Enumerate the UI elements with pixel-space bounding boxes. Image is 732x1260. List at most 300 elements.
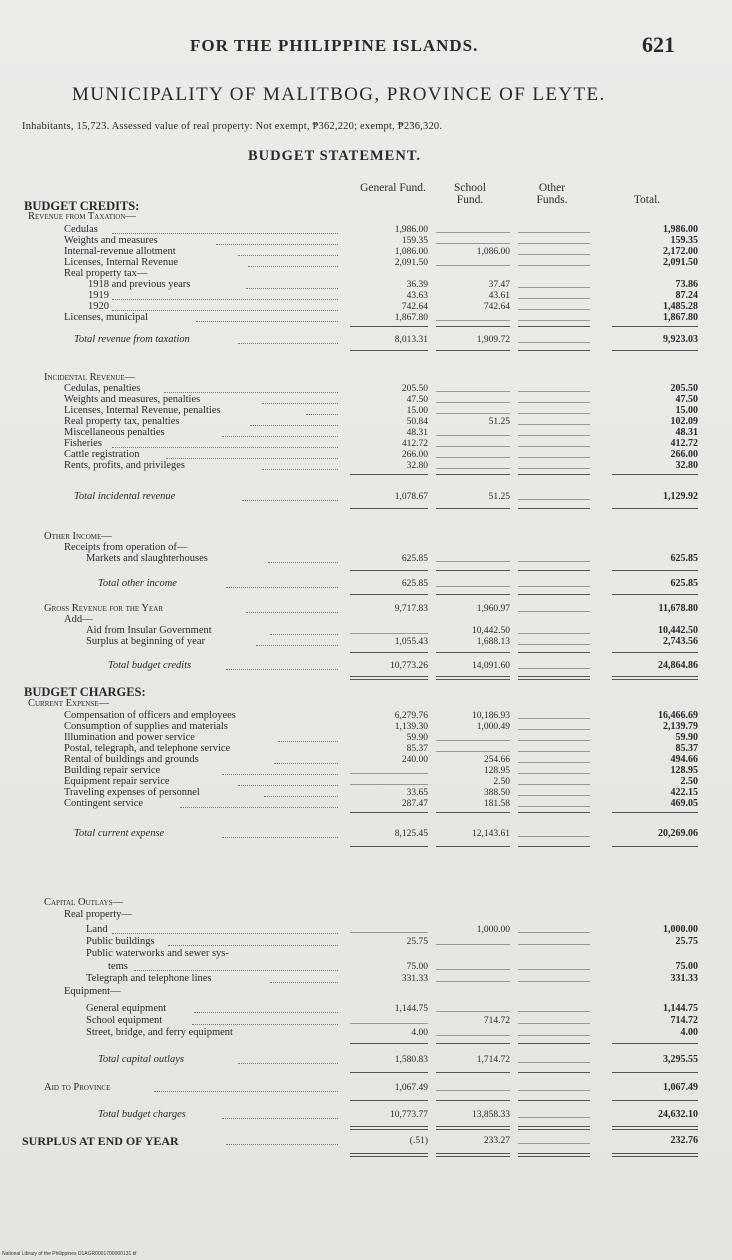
table-row [0,924,732,936]
leader-line [518,944,590,945]
row-label: Telegraph and telephone lines [86,973,212,984]
leader-line [436,1126,510,1127]
leader-line [222,774,338,775]
col-total: Total. [633,194,661,206]
amount-cell: 6,279.76 [394,711,428,721]
amount-cell: 388.50 [483,788,510,798]
amount-cell: 24,632.10 [658,1109,698,1120]
row-label: Total budget credits [108,660,192,671]
leader-line [436,676,510,677]
amount-cell: 287.47 [401,799,428,809]
leader-line [226,669,338,670]
leader-line [612,474,698,475]
leader-line [518,435,590,436]
leader-line [612,676,698,677]
table-row [0,1027,732,1039]
row-label: Licenses, municipal [64,312,148,323]
leader-line [222,436,338,437]
leader-line [518,474,590,475]
amount-cell: 37.47 [488,280,510,290]
leader-line [612,350,698,351]
row-label: School equipment [86,1015,163,1026]
col-school-fund: School Fund. [454,182,486,206]
table-row [0,909,732,921]
page-number: 621 [642,32,675,57]
amount-cell: 32.80 [675,460,698,471]
leader-line [518,570,590,571]
amount-cell: 14,091.60 [472,661,510,671]
table-row [0,553,732,565]
total-row [0,828,732,840]
leader-line [518,1072,590,1073]
leader-line [518,298,590,299]
leader-line [518,740,590,741]
row-label: Land [86,924,108,935]
total-row [0,1054,732,1066]
leader-line [518,391,590,392]
leader-line [518,320,590,321]
amount-cell: 1,688.13 [476,637,510,647]
leader-line [222,837,338,838]
row-label: tems [108,961,128,972]
leader-line [436,561,510,562]
leader-line [436,402,510,403]
leader-line [238,1063,338,1064]
leader-line [518,644,590,645]
col-general-fund: General Fund. [360,182,426,194]
leader-line [350,676,428,677]
row-label: Licenses, Internal Revenue, penalties [64,405,221,416]
leader-line [154,1091,338,1092]
leader-line [246,612,338,613]
leader-line [436,1043,510,1044]
amount-cell: 1,129.92 [663,491,698,502]
amount-cell: 1,086.00 [476,247,510,257]
budget-charges-heading [0,686,732,698]
leader-line [436,812,510,813]
leader-line [194,1012,338,1013]
total-row [0,334,732,346]
amount-cell: 87.24 [675,290,698,301]
leader-line [436,265,510,266]
leader-line [274,763,338,764]
leader-line [256,645,338,646]
section-heading [0,698,732,710]
leader-line [612,570,698,571]
row-label: Incidental Revenue— [44,372,136,383]
leader-line [250,425,338,426]
amount-cell: 51.25 [488,417,510,427]
amount-cell: 48.31 [675,427,698,438]
amount-cell: 11,678.80 [658,603,698,614]
table-row [0,986,732,998]
leader-line [350,784,428,785]
amount-cell: (.51) [409,1136,428,1146]
section-heading [0,211,732,223]
amount-cell: 10,442.50 [472,626,510,636]
total-row [0,1109,732,1121]
leader-line [518,1035,590,1036]
total-row [0,578,732,590]
amount-cell: 51.25 [488,492,510,502]
leader-line [518,309,590,310]
row-label: Consumption of supplies and materials [64,721,228,732]
section-heading [0,897,732,909]
amount-cell: 2.50 [680,776,698,787]
budget-statement-title: BUDGET STATEMENT. [248,148,422,164]
row-label: Total other income [98,578,177,589]
leader-line [436,1129,510,1130]
leader-line [436,243,510,244]
leader-line [518,1153,590,1154]
amount-cell: 128.95 [483,766,510,776]
leader-line [518,561,590,562]
amount-cell: 59.90 [406,733,428,743]
leader-line [518,254,590,255]
leader-line [350,350,428,351]
leader-line [518,784,590,785]
leader-line [436,594,510,595]
leader-line [436,326,510,327]
amount-cell: 1,000.49 [476,722,510,732]
amount-cell: 412.72 [670,438,698,449]
amount-cell: 4.00 [680,1027,698,1038]
leader-line [612,846,698,847]
row-label: Rental of buildings and grounds [64,754,199,765]
amount-cell: 1,867.80 [663,312,698,323]
amount-cell: 1,144.75 [394,1004,428,1014]
row-label: Weights and measures [64,235,158,246]
leader-line [350,1023,428,1024]
scan-footer: National Library of the Philippines D1AGR0001700000131.tif [2,1251,137,1257]
leader-line [242,500,338,501]
amount-cell: 1,067.49 [394,1083,428,1093]
leader-line [350,846,428,847]
amount-cell: 2,743.56 [663,636,698,647]
amount-cell: 1,144.75 [663,1003,698,1014]
amount-cell: 75.00 [406,962,428,972]
amount-cell: 742.64 [401,302,428,312]
leader-line [350,508,428,509]
leader-line [436,350,510,351]
amount-cell: 2,139.79 [663,721,698,732]
leader-line [612,326,698,327]
leader-line [350,326,428,327]
leader-line [436,679,510,680]
leader-line [238,343,338,344]
amount-cell: 32.80 [406,461,428,471]
amount-cell: 412.72 [401,439,428,449]
row-label: Real property tax, penalties [64,416,180,427]
amount-cell: 1,000.00 [476,925,510,935]
leader-line [222,1118,338,1119]
amount-cell: 4.00 [411,1028,428,1038]
leader-line [518,424,590,425]
row-label: Fisheries [64,438,102,449]
leader-line [270,982,338,983]
leader-line [518,265,590,266]
leader-line [436,474,510,475]
amount-cell: 75.00 [675,961,698,972]
leader-line [518,762,590,763]
amount-cell: 48.31 [406,428,428,438]
amount-cell: 742.64 [483,302,510,312]
amount-cell: 266.00 [670,449,698,460]
row-label: Public buildings [86,936,155,947]
running-title: FOR THE PHILIPPINE ISLANDS. [190,36,479,55]
leader-line [436,457,510,458]
amount-cell: 625.85 [670,553,698,564]
leader-line [518,633,590,634]
table-row [0,636,732,648]
leader-line [350,570,428,571]
amount-cell: 232.76 [670,1135,698,1146]
amount-cell: 15.00 [675,405,698,416]
leader-line [262,403,338,404]
leader-line [166,458,338,459]
leader-line [216,244,338,245]
leader-line [518,729,590,730]
leader-line [518,836,590,837]
leader-line [518,457,590,458]
amount-cell: 1,986.00 [663,224,698,235]
leader-line [264,796,338,797]
amount-cell: 10,442.50 [658,625,698,636]
row-label: 1919 [88,290,109,301]
row-label: Licenses, Internal Revenue [64,257,178,268]
leader-line [350,652,428,653]
leader-line [436,320,510,321]
leader-line [518,795,590,796]
amount-cell: 205.50 [670,383,698,394]
amount-cell: 2,172.00 [663,246,698,257]
leader-line [518,812,590,813]
row-label: Cattle registration [64,449,140,460]
leader-line [436,468,510,469]
leader-line [112,299,338,300]
row-label: Building repair service [64,765,161,776]
row-label: Internal-revenue allotment [64,246,176,257]
leader-line [436,1100,510,1101]
total-row [0,660,732,672]
table-row [0,961,732,973]
leader-line [112,233,338,234]
amount-cell: 1,714.72 [476,1055,510,1065]
leader-line [246,288,338,289]
amount-cell: 1,139.30 [394,722,428,732]
leader-line [436,586,510,587]
leader-line [436,446,510,447]
amount-cell: 33.65 [406,788,428,798]
leader-line [518,1143,590,1144]
leader-line [518,1129,590,1130]
leader-line [518,413,590,414]
leader-line [518,1156,590,1157]
leader-line [518,718,590,719]
leader-line [518,402,590,403]
leader-line [518,1117,590,1118]
row-label: BUDGET CHARGES: [24,685,146,699]
leader-line [518,846,590,847]
amount-cell: 20,269.06 [658,828,698,839]
leader-line [518,342,590,343]
row-label: Rents, profits, and privileges [64,460,186,471]
leader-line [612,1156,698,1157]
leader-line [262,469,338,470]
leader-line [436,652,510,653]
leader-line [350,773,428,774]
amount-cell: 8,125.45 [394,829,428,839]
row-label: BUDGET CREDITS: [24,199,140,213]
row-label: Surplus at beginning of year [86,636,205,647]
row-label: Current Expense— [28,698,109,709]
leader-line [350,594,428,595]
leader-line [196,321,338,322]
amount-cell: 625.85 [401,579,428,589]
leader-line [518,679,590,680]
table-row [0,973,732,985]
amount-cell: 1,086.00 [394,247,428,257]
amount-cell: 1,960.97 [476,604,510,614]
amount-cell: 494.66 [670,754,698,765]
leader-line [612,679,698,680]
leader-line [168,945,338,946]
row-label: Other Income— [44,531,112,542]
leader-line [350,1156,428,1157]
amount-cell: 9,923.03 [663,334,698,345]
leader-line [518,350,590,351]
amount-cell: 85.37 [406,744,428,754]
row-label: Gross Revenue for the Year [44,603,164,614]
leader-line [436,1156,510,1157]
leader-line [238,255,338,256]
amount-cell: 159.35 [401,236,428,246]
row-label: General equipment [86,1003,167,1014]
amount-cell: 10,186.93 [472,711,510,721]
leader-line [518,668,590,669]
leader-line [518,1090,590,1091]
leader-line [518,446,590,447]
row-label: Aid to Province [44,1082,111,1093]
amount-cell: 714.72 [483,1016,510,1026]
leader-line [436,1153,510,1154]
leader-line [350,1100,428,1101]
row-label: 1920 [88,301,109,312]
amount-cell: 85.37 [675,743,698,754]
leader-line [518,751,590,752]
amount-cell: 102.09 [670,416,698,427]
amount-cell: 2,091.50 [663,257,698,268]
leader-line [518,1023,590,1024]
leader-line [248,266,338,267]
row-label: Total capital outlays [98,1054,184,1065]
amount-cell: 240.00 [401,755,428,765]
amount-cell: 128.95 [670,765,698,776]
amount-cell: 159.35 [670,235,698,246]
leader-line [350,1129,428,1130]
leader-line [436,846,510,847]
leader-line [436,508,510,509]
amount-cell: 254.66 [483,755,510,765]
leader-line [518,1043,590,1044]
amount-cell: 2.50 [493,777,510,787]
amount-cell: 1,580.83 [394,1055,428,1065]
leader-line [192,1024,338,1025]
leader-line [238,785,338,786]
row-label: Total revenue from taxation [74,334,190,345]
leader-line [436,1035,510,1036]
row-label: Public waterworks and sewer sys- [86,948,229,959]
row-label: Equipment repair service [64,776,170,787]
amount-cell: 8,013.31 [394,335,428,345]
amount-cell: 15.00 [406,406,428,416]
leader-line [518,1126,590,1127]
row-label: Miscellaneous penalties [64,427,165,438]
leader-line [612,1072,698,1073]
leader-line [436,391,510,392]
amount-cell: 9,717.83 [394,604,428,614]
row-label: Real property tax— [64,268,148,279]
amount-cell: 10,773.77 [390,1110,428,1120]
table-row [0,460,732,472]
row-label: Compensation of officers and employees [64,710,236,721]
leader-line [518,652,590,653]
leader-line [518,981,590,982]
leader-line [518,1100,590,1101]
leader-line [350,1072,428,1073]
row-label: Equipment— [64,986,121,997]
amount-cell: 181.58 [483,799,510,809]
leader-line [436,1072,510,1073]
amount-cell: 1,055.43 [394,637,428,647]
leader-line [306,414,338,415]
amount-cell: 625.85 [401,554,428,564]
row-label: Markets and slaughterhouses [86,553,208,564]
total-row [0,491,732,503]
leader-line [518,287,590,288]
leader-line [518,676,590,677]
leader-line [518,932,590,933]
leader-line [164,392,338,393]
amount-cell: 625.85 [670,578,698,589]
table-row [0,798,732,810]
leader-line [612,1100,698,1101]
amount-cell: 73.86 [675,279,698,290]
amount-cell: 43.63 [406,291,428,301]
leader-line [518,594,590,595]
leader-line [226,1144,338,1145]
leader-line [436,1090,510,1091]
surplus-end-row [0,1135,732,1147]
leader-line [436,751,510,752]
amount-cell: 47.50 [675,394,698,405]
leader-line [612,594,698,595]
table-row [0,312,732,324]
leader-line [436,944,510,945]
row-label: Weights and measures, penalties [64,394,201,405]
row-label: Traveling expenses of personnel [64,787,200,798]
leader-line [518,1062,590,1063]
leader-line [612,1129,698,1130]
leader-line [518,773,590,774]
leader-line [612,652,698,653]
row-label: Cedulas, penalties [64,383,141,394]
leader-line [226,587,338,588]
leader-line [350,1043,428,1044]
leader-line [436,981,510,982]
leader-line [518,326,590,327]
row-label: Aid from Insular Government [86,625,212,636]
